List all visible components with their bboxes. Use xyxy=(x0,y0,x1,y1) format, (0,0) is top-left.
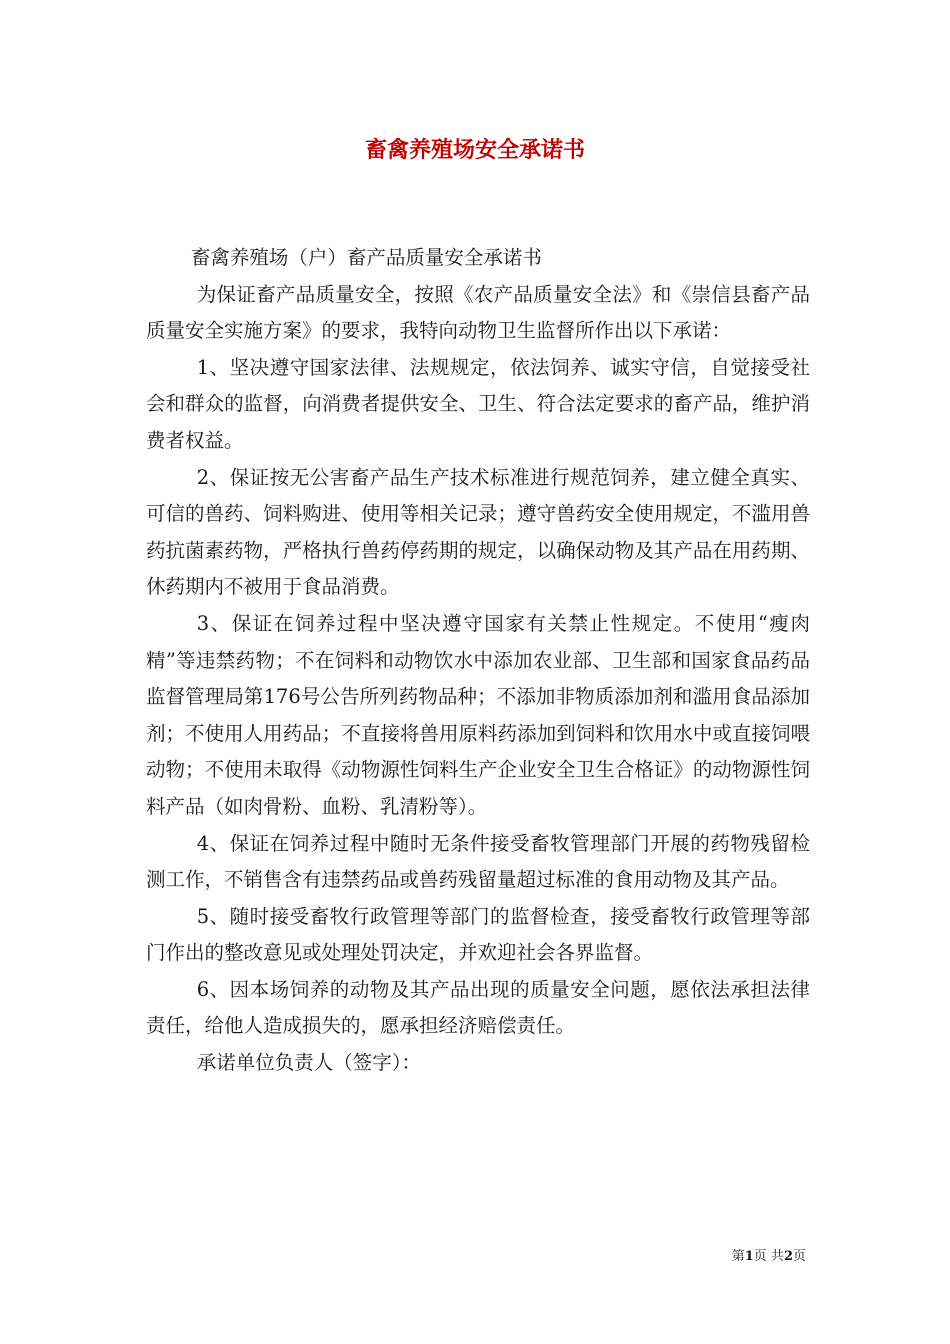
commitment-item-3: 3、保证在饲养过程中坚决遵守国家有关禁止性规定。不使用“瘦肉精”等违禁药物；不在饲料和动物饮水中添加农业部、卫生部和国家食品药品监督管理局第176号公告所列药物品种；不添加非物质添加剂和滥用食品添加剂；不使用人用药品；不直接将兽用原料药添加到饲料和饮用水中或直接饲喂动物；不使用未取得《动物源性饲料生产企业安全卫生合格证》的动物源性饲料产品（如肉骨粉、血粉、乳清粉等）。 xyxy=(146,611,810,818)
commitment-item-1: 1、坚决遵守国家法律、法规规定，依法饲养、诚实守信，自觉接受社会和群众的监督，向消费者提供安全、卫生、符合法定要求的畜产品，维护消费者权益。 xyxy=(146,355,810,452)
commitment-item-2: 2、保证按无公害畜产品生产技术标准进行规范饲养，建立健全真实、可信的兽药、饲料购进、使用等相关记录；遵守兽药安全使用规定，不滥用兽药抗菌素药物，严格执行兽药停药期的规定，以确保动物及其产品在用药期、休药期内不被用于食品消费。 xyxy=(146,465,810,599)
document-subtitle: 畜禽养殖场（户）畜产品质量安全承诺书 xyxy=(190,246,542,269)
commitment-item-6: 6、因本场饲养的动物及其产品出现的质量安全问题，愿依法承担法律责任，给他人造成损失的，愿承担经济赔偿责任。 xyxy=(146,977,810,1038)
commitment-item-4: 4、保证在饲养过程中随时无条件接受畜牧管理部门开展的药物残留检测工作，不销售含有违禁药品或兽药残留量超过标准的食用动物及其产品。 xyxy=(146,831,810,892)
footer-current-page: 1 xyxy=(744,1249,754,1264)
document-body xyxy=(146,240,810,1082)
commitment-item-5: 5、随时接受畜牧行政管理等部门的监督检查，接受畜牧行政管理等部门作出的整改意见或处理处罚决定，并欢迎社会各界监督。 xyxy=(146,904,810,965)
document-title: 畜禽养殖场安全承诺书 xyxy=(364,137,585,163)
footer-suffix: 页 xyxy=(792,1249,806,1264)
footer-middle: 页 共 xyxy=(753,1249,784,1264)
page-number-footer xyxy=(732,1245,806,1264)
footer-prefix: 第 xyxy=(731,1249,745,1264)
footer-total-pages: 2 xyxy=(783,1249,793,1264)
signature-line: 承诺单位负责人（签字）： xyxy=(196,1051,421,1075)
intro-paragraph: 为保证畜产品质量安全，按照《农产品质量安全法》和《崇信县畜产品质量安全实施方案》的要求，我特向动物卫生监督所作出以下承诺： xyxy=(146,282,810,343)
